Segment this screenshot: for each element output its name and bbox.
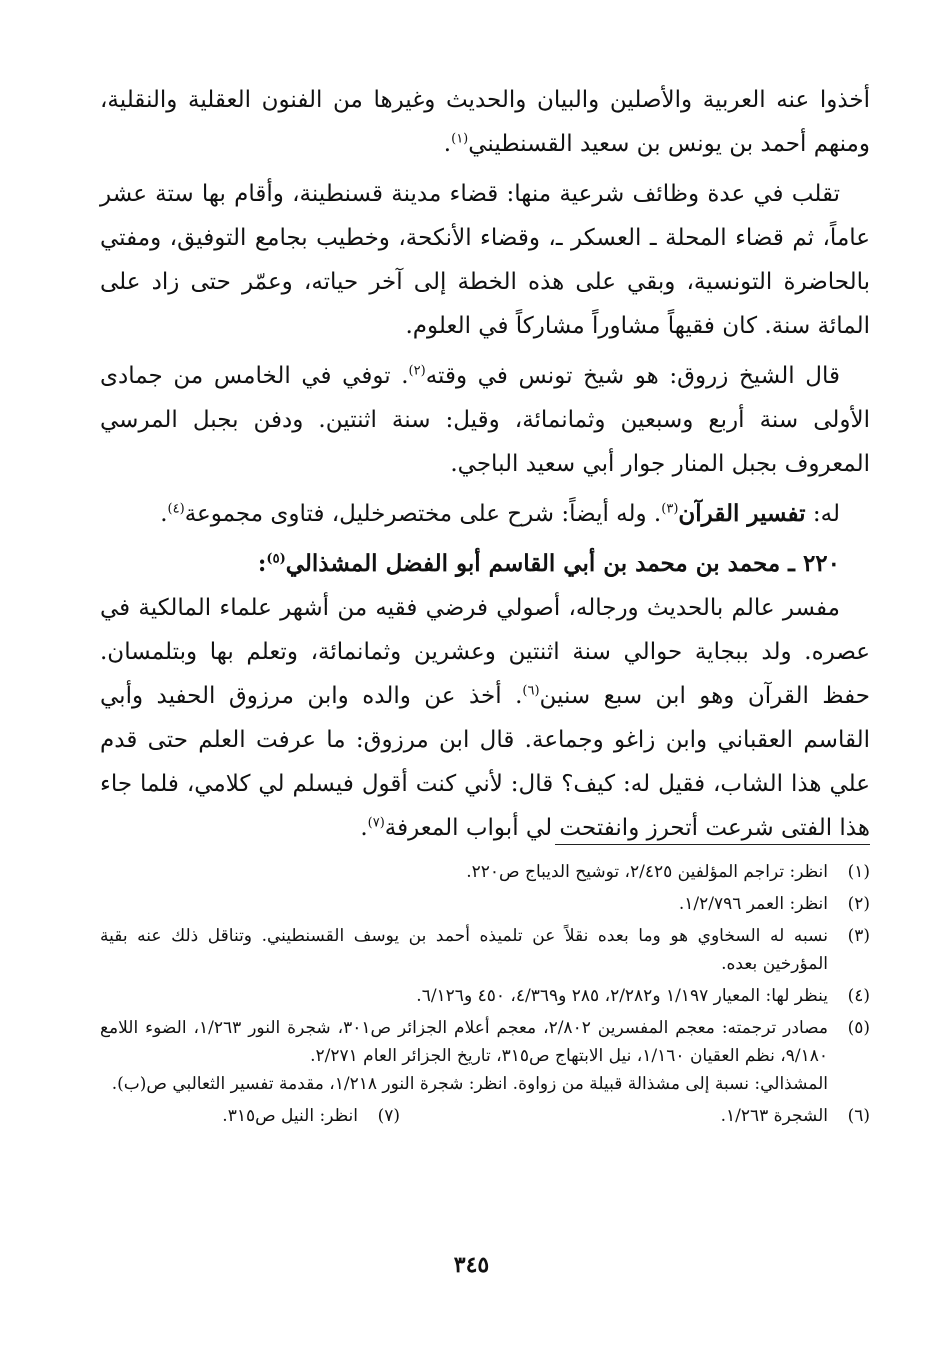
footnote-number: (٢) [847, 894, 870, 914]
main-text [100, 78, 870, 850]
entry-heading-end: : [257, 550, 267, 577]
footnote-ref-2[interactable]: (٢) [408, 363, 426, 379]
footnote-ref-5[interactable]: (٥) [266, 551, 286, 567]
footnote-7 [100, 1102, 400, 1130]
book-title: تفسير القرآن [678, 500, 806, 527]
page-number: ٣٤٥ [453, 1252, 490, 1278]
footnote-5 [100, 1014, 870, 1098]
paragraph-4-text: . وله أيضاً: شرح على مختصرخليل، فتاوى مجموعة [184, 501, 662, 527]
footnote-3 [100, 922, 870, 978]
paragraph-4-end: . [160, 501, 168, 527]
footnote-5-note: المشذالي: نسبة إلى مشذالة قبيلة من زواوة. انظر: شجرة النور ١/٢١٨، مقدمة تفسير الثعالبي ص(ب). [111, 1074, 828, 1094]
paragraph-1-text: أخذوا عنه العربية والأصلين والبيان والحديث وغيرها من الفنون العقلية والنقلية، ومنهم أحمد بن يونس بن سعيد القسنطيني [100, 87, 870, 157]
footnote-text: نسبه له السخاوي هو وما بعده نقلاً عن تلميذه أحمد بن يوسف القسنطيني. وتناقل ذلك عنه بقية المؤرخين بعده. [100, 926, 828, 974]
footnote-ref-1[interactable]: (١) [451, 131, 469, 147]
paragraph-5 [100, 586, 870, 850]
footnote-text [100, 1014, 828, 1098]
paragraph-4 [100, 492, 870, 536]
footnote-number: (٦) [847, 1106, 870, 1126]
paragraph-3 [100, 354, 870, 486]
footnote-ref-6[interactable]: (٦) [522, 683, 540, 699]
paragraph-3-text-a: قال الشيخ زروق: هو شيخ تونس في وقته [425, 363, 840, 389]
paragraph-4-prefix: له: [805, 501, 840, 527]
footnote-divider [555, 844, 870, 845]
footnote-row-6-7 [100, 1102, 870, 1130]
paragraph-1-end: . [443, 131, 452, 157]
paragraph-5-end: . [360, 815, 368, 841]
footnote-number: (٥) [847, 1018, 870, 1038]
footnote-ref-7[interactable]: (٧) [367, 815, 385, 831]
footnote-number: (٤) [847, 986, 870, 1006]
footnote-text: انظر: النيل ص٣١٥. [222, 1106, 358, 1126]
paragraph-5-text-a: مفسر عالم بالحديث ورجاله، أصولي فرضي فقيه من أشهر علماء المالكية في عصره. ولد ببجاية حوالي سنة اثنتين وعشرين وثمانمائة، وتعلم بها وبتلمسان. حفظ القرآن وهو ابن سبع سنين [100, 595, 870, 709]
paragraph-2: تقلب في عدة وظائف شرعية منها: قضاء مدينة قسنطينة، وأقام بها ستة عشر عاماً، ثم قضاء المحلة ـ العسكر ـ، وقضاء الأنكحة، وخطيب بجامع التوفيق، ومفتي بالحاضرة التونسية، وبقي على هذه الخطة إلى آخر حياته، وعمّر حتى زاد على المائة سنة. كان فقيهاً مشاوراً مشاركاً في العلوم. [100, 181, 870, 339]
footnote-2 [100, 890, 870, 918]
footnote-1 [100, 858, 870, 886]
footnote-4 [100, 982, 870, 1010]
footnotes [100, 858, 870, 1130]
entry-heading [100, 542, 870, 586]
footnote-text: انظر: تراجم المؤلفين ٢/٤٢٥، توشيح الديباج ص٢٢٠. [466, 862, 828, 882]
entry-heading-text: ٢٢٠ ـ محمد بن محمد بن أبي القاسم أبو الفضل المشذالي [285, 550, 840, 577]
paragraph-3-text-b: . توفي في الخامس من جمادى الأولى سنة أربع وسبعين وثمانمائة، وقيل: سنة اثنتين. ودفن بجبل المرسي المعروف بجبل المنار جوار أبي سعيد الباجي. [100, 363, 870, 477]
footnote-ref-4[interactable]: (٤) [167, 501, 185, 517]
footnote-number: (٣) [847, 926, 870, 946]
footnote-text: ينظر لها: المعيار ١/١٩٧ و٢/٢٨٢، ٢٨٥ و٤/٣٦٩، ٤٥٠ و٦/١٢٦. [416, 986, 828, 1006]
footnote-ref-3[interactable]: (٣) [661, 501, 679, 517]
footnote-5-sources: مصادر ترجمته: معجم المفسرين ٢/٨٠٢، معجم أعلام الجزائر ص٣٠١، شجرة النور ١/٢٦٣، الضوء اللامع ٩/١٨٠، نظم العقيان ١/١٦٠، نيل الابتهاج ص٣١٥، تاريخ الجزائر العام ٢/٢٧١. [100, 1018, 828, 1066]
footnote-number: (١) [847, 862, 870, 882]
paragraph-5-text-b: . أخذ عن والده وابن مرزوق الحفيد وأبي القاسم العقباني وابن زاغو وجماعة. قال ابن مرزوق: ما عرفت العلم حتى قدم علي هذا الشاب، فقيل له: كيف؟ قال: لأني كنت أقول فيسلم لي كلامي، فلما جاء هذا الفتى شرعت أتحرز وانفتحت لي أبواب المعرفة [100, 683, 870, 841]
footnote-text: انظر: العمر ١/٢/٧٩٦. [678, 894, 828, 914]
footnote-text: الشجرة ١/٢٦٣. [720, 1106, 828, 1126]
paragraph-1 [100, 78, 870, 166]
footnote-number: (٧) [377, 1106, 400, 1126]
footnote-6 [580, 1102, 870, 1130]
